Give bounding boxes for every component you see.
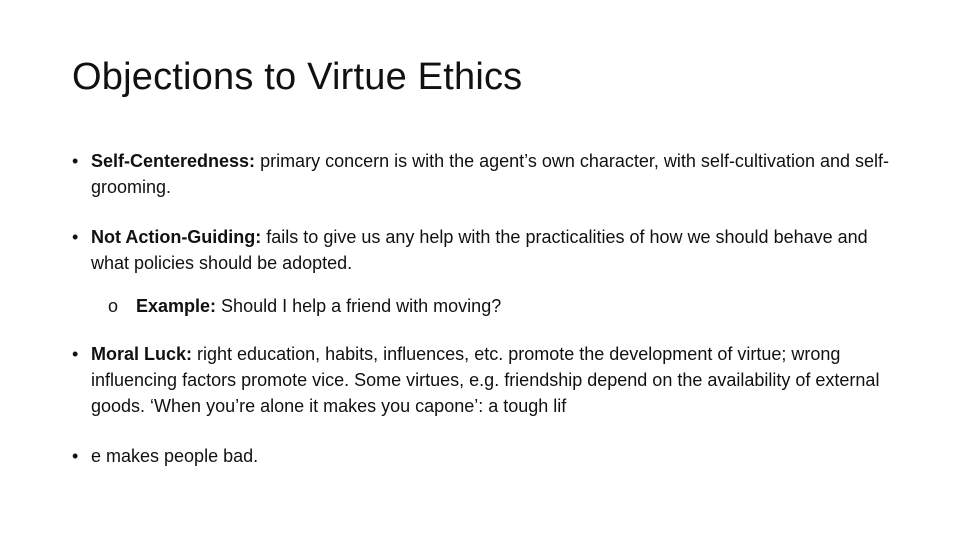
bullet-self-centeredness <box>72 148 902 200</box>
sub-bullet-body: Should I help a friend with moving? <box>216 296 502 316</box>
bullet-not-action-guiding <box>72 224 902 276</box>
bullet-body: fails to give us any help with the practicalities of how we should behave and what policies should be adopted. <box>91 227 868 273</box>
bullet-body: primary concern is with the agent’s own character, with self-cultivation and self-grooming. <box>91 151 890 197</box>
bullet-body: e makes people bad. <box>91 446 259 466</box>
bullet-moral-luck <box>72 341 902 419</box>
bullet-text <box>91 341 902 419</box>
bullet-body: right education, habits, influences, etc. promote the development of virtue; wrong influencing factors promote vice. Some virtues, e.g. friendship depend on the availability of external goods. ‘When you’re alone it makes you capone’: a tough lif <box>91 344 880 416</box>
bullet-marker: • <box>72 227 79 247</box>
bullet-label: Not Action-Guiding: <box>91 227 262 247</box>
bullet-marker: • <box>72 446 79 466</box>
bullet-continuation <box>72 443 902 469</box>
bullet-text <box>91 224 902 276</box>
sub-bullet-label: Example: <box>136 296 217 316</box>
bullet-text <box>91 443 902 469</box>
sub-bullet-marker: o <box>108 296 119 316</box>
bullet-label: Moral Luck: <box>91 344 193 364</box>
sub-bullet-example <box>108 293 888 319</box>
bullet-marker: • <box>72 151 79 171</box>
bullet-label: Self-Centeredness: <box>91 151 256 171</box>
bullet-text <box>91 148 902 200</box>
slide-title: Objections to Virtue Ethics <box>72 56 523 98</box>
bullet-marker: • <box>72 344 79 364</box>
sub-bullet-text <box>136 293 888 319</box>
